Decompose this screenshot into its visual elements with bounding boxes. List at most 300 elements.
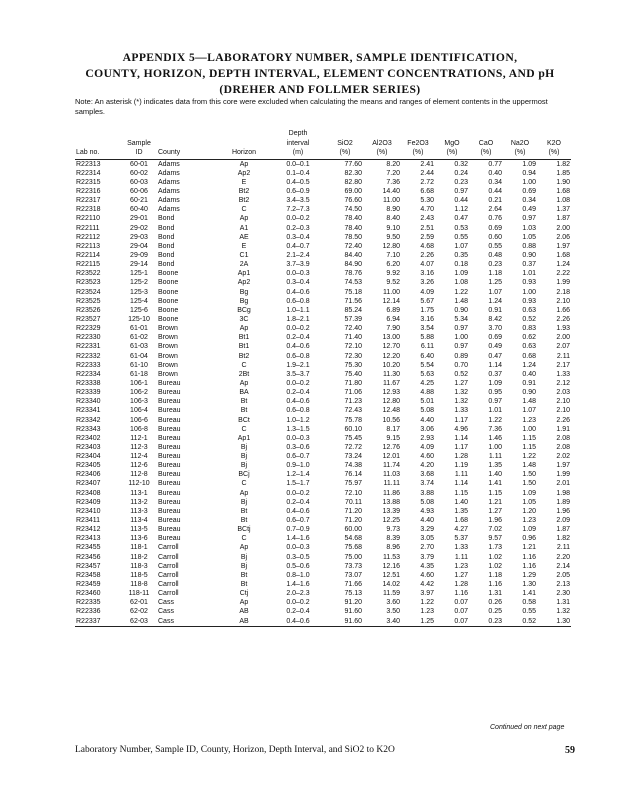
sio2-cell: 72.43: [344, 407, 362, 415]
lab-no-cell: R23339: [76, 389, 101, 397]
table-row: [75, 159, 571, 169]
k2o-cell: 2.10: [556, 407, 570, 415]
fe2o3-cell: 2.43: [420, 215, 434, 223]
sample-id-cell: 29-02: [130, 224, 148, 232]
horizon-cell: Bj: [240, 443, 248, 451]
na2o-cell: 1.15: [522, 434, 536, 442]
mgo-cell: 0.07: [454, 599, 468, 607]
cao-cell: 0.49: [488, 343, 502, 351]
lab-no-cell: R23404: [76, 453, 101, 461]
sio2-cell: 73.24: [344, 453, 362, 461]
al2o3-cell: 13.00: [382, 334, 400, 342]
cao-cell: 1.40: [488, 471, 502, 479]
sio2-cell: 72.30: [344, 352, 362, 360]
sample-id-cell: 118-3: [130, 562, 148, 570]
mgo-cell: 0.97: [454, 187, 468, 195]
mgo-cell: 1.32: [454, 398, 468, 406]
county-cell: Bureau: [158, 453, 181, 461]
na2o-cell: 0.69: [522, 187, 536, 195]
depth-cell: 0.2–0.4: [286, 498, 310, 506]
sample-id-cell: 106-8: [130, 425, 148, 433]
county-cell: Boone: [158, 297, 179, 305]
lab-no-cell: R23338: [76, 379, 101, 387]
depth-cell: 1.0–1.1: [286, 306, 310, 314]
table-row: [75, 543, 571, 552]
depth-cell: 1.5–1.7: [286, 480, 310, 488]
fe2o3-cell: 3.97: [420, 590, 434, 598]
mgo-cell: 1.35: [454, 507, 468, 515]
sio2-cell: 85.24: [344, 306, 362, 314]
table-body: [75, 159, 571, 626]
sample-id-cell: 118-5: [130, 571, 148, 579]
sample-id-cell: 106-3: [130, 398, 148, 406]
sample-id-cell: 112-4: [130, 453, 148, 461]
cao-cell: 0.25: [488, 608, 502, 616]
county-cell: Brown: [158, 361, 178, 369]
county-cell: Boone: [158, 315, 179, 323]
sample-id-cell: 61-04: [130, 352, 148, 360]
sample-id-cell: 113-4: [130, 517, 148, 525]
fe2o3-cell: 3.54: [420, 325, 434, 333]
k2o-cell: 1.89: [556, 498, 570, 506]
depth-cell: 0.6–0.7: [286, 517, 310, 525]
horizon-cell: Ap: [239, 160, 249, 168]
k2o-cell: 1.87: [556, 215, 570, 223]
k2o-cell: 2.06: [556, 233, 570, 241]
footer-caption: Laboratory Number, Sample ID, County, Horizon, Depth Interval, and SiO2 to K2O: [75, 745, 395, 755]
na2o-cell: 1.48: [522, 398, 536, 406]
lab-no-cell: R23340: [76, 398, 101, 406]
al2o3-cell: 9.15: [386, 434, 400, 442]
sample-id-cell: 112-6: [130, 462, 148, 470]
depth-cell: 0.0–0.2: [286, 599, 310, 607]
table-row: [75, 342, 571, 351]
na2o-cell: 0.34: [522, 197, 536, 205]
depth-cell: 0.4–0.7: [286, 242, 310, 250]
al2o3-cell: 8.20: [386, 160, 400, 168]
fe2o3-cell: 5.08: [420, 407, 434, 415]
sample-id-cell: 113-1: [130, 489, 148, 497]
sio2-cell: 71.80: [344, 379, 362, 387]
mgo-cell: 0.18: [454, 261, 468, 269]
na2o-cell: 1.23: [522, 416, 536, 424]
table-row: [75, 425, 571, 434]
k2o-cell: 1.37: [556, 206, 570, 214]
mgo-cell: 0.97: [454, 325, 468, 333]
k2o-cell: 2.20: [556, 553, 570, 561]
title-line-2: COUNTY, HORIZON, DEPTH INTERVAL, ELEMENT CONCENTRATIONS, AND pH: [85, 67, 555, 80]
county-cell: Bureau: [158, 398, 181, 406]
depth-cell: 0.4–0.6: [286, 507, 310, 515]
al2o3-cell: 11.67: [383, 379, 400, 387]
county-cell: Boone: [158, 288, 179, 296]
fe2o3-cell: 3.06: [420, 425, 434, 433]
sio2-cell: 71.20: [344, 507, 362, 515]
lab-no-cell: R23527: [76, 315, 101, 323]
depth-cell: 0.0–0.2: [286, 379, 310, 387]
k2o-cell: 2.13: [556, 581, 570, 589]
al2o3-cell: 11.74: [383, 462, 400, 470]
table-row: [75, 178, 571, 187]
lab-no-cell: R22314: [76, 169, 101, 177]
sample-id-cell: 112-3: [130, 443, 148, 451]
horizon-cell: Bt: [240, 517, 248, 525]
al2o3-cell: 12.80: [382, 398, 400, 406]
horizon-cell: Bt1: [238, 334, 250, 342]
sio2-cell: 71.66: [344, 581, 362, 589]
county-cell: Brown: [158, 334, 178, 342]
fe2o3-cell: 2.44: [420, 169, 434, 177]
al2o3-cell: 11.86: [383, 489, 400, 497]
table-row: [75, 452, 571, 461]
mgo-cell: 1.22: [454, 288, 468, 296]
sio2-cell: 78.40: [344, 224, 362, 232]
table-row: [75, 297, 571, 306]
k2o-cell: 2.10: [556, 398, 570, 406]
title-line-3: (DREHER AND FOLLMER SERIES): [219, 83, 421, 96]
mgo-cell: 0.90: [454, 306, 468, 314]
lab-no-cell: R22114: [76, 251, 101, 259]
sample-id-cell: 61-10: [130, 361, 148, 369]
county-cell: Bureau: [158, 434, 181, 442]
depth-cell: 0.1–0.4: [286, 169, 310, 177]
mgo-cell: 1.11: [454, 471, 468, 479]
mgo-cell: 1.07: [454, 242, 468, 250]
sio2-cell: 74.38: [344, 462, 362, 470]
na2o-cell: 1.24: [522, 361, 536, 369]
na2o-cell: 1.00: [522, 288, 536, 296]
sample-id-cell: 118-8: [130, 581, 148, 589]
al2o3-cell: 12.51: [382, 571, 400, 579]
sample-id-cell: 125-4: [130, 297, 148, 305]
na2o-cell: 0.40: [522, 370, 536, 378]
horizon-cell: C: [241, 425, 247, 433]
al2o3-cell: 11.00: [383, 288, 400, 296]
fe2o3-cell: 4.70: [420, 206, 434, 214]
table-row: [75, 306, 571, 315]
lab-no-cell: R22329: [76, 325, 101, 333]
al2o3-cell: 9.73: [386, 526, 400, 534]
lab-no-cell: R22334: [76, 370, 101, 378]
sio2-cell: 91.60: [327, 617, 363, 627]
county-cell: Bureau: [158, 379, 181, 387]
depth-cell: 0.0–0.2: [286, 215, 310, 223]
mgo-cell: 1.48: [454, 297, 468, 305]
horizon-cell: Bt: [240, 407, 248, 415]
k2o-cell: 1.82: [556, 535, 570, 543]
fe2o3-cell: 4.20: [420, 462, 434, 470]
k2o-cell: 2.03: [556, 389, 570, 397]
horizon-header: Horizon: [219, 149, 269, 159]
sio2-cell: 75.68: [344, 544, 362, 552]
fe2o3-cell: 2.51: [420, 224, 434, 232]
county-cell: Bond: [158, 261, 175, 269]
fe2o3-cell: 6.11: [420, 343, 434, 351]
mgo-cell: 1.16: [454, 590, 468, 598]
table-row: [75, 607, 571, 616]
mgo-cell: 0.47: [454, 215, 468, 223]
sample-id-cell: 29-04: [130, 242, 148, 250]
na2o-cell: 1.16: [522, 553, 536, 561]
fe2o3-cell: 4.42: [420, 581, 434, 589]
cao-cell: 8.42: [488, 315, 502, 323]
lab-no-cell: R23526: [76, 306, 101, 314]
na2o-cell: 0.49: [522, 206, 536, 214]
mgo-cell: 1.12: [454, 206, 468, 214]
table-row: [75, 269, 571, 278]
al2o3-cell: 11.30: [383, 370, 400, 378]
k2o-cell: 1.82: [556, 160, 570, 168]
county-cell: Bureau: [158, 535, 181, 543]
na2o-cell: 1.23: [522, 517, 536, 525]
k2o-cell: 2.10: [556, 297, 570, 305]
lab-no-cell: R23408: [76, 489, 101, 497]
horizon-cell: A1: [239, 224, 249, 232]
sio2-cell: 82.80: [344, 178, 362, 186]
k2o-cell: 2.02: [556, 453, 570, 461]
al2o3-cell: 14.02: [382, 581, 400, 589]
mgo-cell: 1.33: [454, 544, 468, 552]
depth-cell: 0.0–0.3: [286, 270, 310, 278]
k2o-cell: 2.11: [556, 352, 570, 360]
table-row: [75, 489, 571, 498]
sample-id-cell: 113-2: [130, 498, 148, 506]
al2o3-cell: 9.52: [386, 279, 400, 287]
sample-id-cell: 106-1: [130, 379, 148, 387]
table-row: [75, 333, 571, 342]
k2o-cell: 1.66: [556, 306, 570, 314]
sio2-cell: 91.20: [344, 599, 362, 607]
mgo-cell: 1.15: [454, 489, 468, 497]
county-cell: Bureau: [158, 489, 181, 497]
depth-cell: 0.0–0.2: [286, 325, 310, 333]
cao-cell: 0.44: [488, 187, 502, 195]
horizon-cell: Ap: [239, 599, 249, 607]
sample-id-cell: 29-14: [130, 261, 148, 269]
na2o-cell: 1.30: [522, 581, 536, 589]
horizon-cell: Bt1: [238, 343, 250, 351]
depth-cell: 0.6–0.8: [286, 297, 310, 305]
horizon-cell: BCt: [238, 416, 250, 424]
table-row: [75, 406, 571, 415]
table-row: [75, 443, 571, 452]
al2o3-cell: 11.11: [383, 480, 400, 488]
lab-no-cell: R23455: [76, 544, 101, 552]
lab-no-cell: R22313: [76, 160, 101, 168]
k2o-cell: 1.99: [556, 279, 570, 287]
mgo-cell: 1.14: [454, 480, 468, 488]
cao-cell: 1.24: [488, 297, 502, 305]
fe2o3-cell: 3.16: [420, 315, 434, 323]
k2o-cell: 2.18: [556, 288, 570, 296]
cao-cell: 0.23: [488, 261, 502, 269]
depth-cell: 0.2–0.4: [286, 608, 310, 616]
lab-no-cell: R23406: [76, 471, 101, 479]
table-row: [75, 388, 571, 397]
horizon-cell: C: [241, 361, 247, 369]
cao-cell: 1.15: [488, 489, 502, 497]
table-row: [75, 169, 571, 178]
sio2-cell: 78.50: [344, 233, 362, 241]
horizon-cell: Bj: [240, 562, 248, 570]
county-cell: Cass: [157, 617, 219, 627]
depth-cell: 2.1–2.4: [286, 251, 310, 259]
county-cell: Cass: [158, 599, 174, 607]
al2o3-cell: 7.20: [386, 169, 400, 177]
sio2-cell: 91.60: [344, 608, 362, 616]
cao-cell: 7.36: [488, 425, 502, 433]
horizon-cell: C: [241, 480, 247, 488]
sio2-cell: 54.68: [344, 535, 362, 543]
lab-no-cell: R22330: [76, 334, 101, 342]
depth-cell: 0.9–1.0: [286, 462, 310, 470]
al2o3-cell: 12.80: [382, 242, 400, 250]
depth-cell: 0.2–0.4: [286, 334, 310, 342]
horizon-cell: AB: [239, 608, 249, 616]
sample-id-cell: 113-5: [130, 526, 148, 534]
horizon-cell: Bt: [240, 571, 248, 579]
na2o-cell: 0.97: [522, 215, 536, 223]
fe2o3-cell: 4.60: [420, 571, 434, 579]
table-row: [75, 479, 571, 488]
county-cell: Carroll: [158, 544, 179, 552]
cao-cell: 1.01: [488, 407, 502, 415]
mgo-cell: 1.40: [454, 498, 468, 506]
al2o3-cell: 10.56: [382, 416, 400, 424]
lab-no-cell: R23459: [76, 581, 101, 589]
mgo-cell: 1.00: [454, 334, 468, 342]
county-cell: Bureau: [158, 517, 181, 525]
sio2-cell: 78.76: [344, 270, 362, 278]
table-row: [75, 315, 571, 324]
mgo-cell: 1.09: [454, 270, 468, 278]
fe2o3-cell: 3.74: [420, 480, 434, 488]
horizon-cell: 2A: [239, 261, 249, 269]
lab-no-cell: R23403: [76, 443, 101, 451]
sio2-cell: 84.90: [344, 261, 362, 269]
cao-cell: 0.37: [488, 370, 502, 378]
fe2o3-cell: 5.01: [420, 398, 434, 406]
sio2-cell: 71.06: [344, 389, 362, 397]
sample-id-cell: 62-01: [130, 599, 148, 607]
k2o-cell: 2.17: [556, 361, 570, 369]
sample-id-cell: 61-03: [130, 343, 148, 351]
horizon-cell: BCj: [238, 471, 250, 479]
na2o-cell: 0.37: [522, 261, 536, 269]
sample-id-cell: 125-3: [130, 288, 148, 296]
sio2-cell: 72.72: [344, 443, 362, 451]
sample-id-cell: 112-1: [130, 434, 148, 442]
al2o3-cell: 8.17: [386, 425, 400, 433]
na2o-cell: 1.09: [522, 526, 536, 534]
cao-cell: 0.23: [469, 617, 503, 627]
na2o-cell: 1.09: [522, 489, 536, 497]
county-cell: Adams: [158, 206, 180, 214]
table-row: [75, 196, 571, 205]
page-number: 59: [565, 745, 575, 756]
sio2-cell: 72.40: [344, 242, 362, 250]
horizon-cell: Bt: [240, 507, 248, 515]
sio2-cell: 60.00: [344, 526, 362, 534]
na2o-cell: 0.94: [522, 169, 536, 177]
fe2o3-cell: 6.68: [420, 187, 434, 195]
fe2o3-cell: 2.72: [420, 178, 434, 186]
county-cell: Bureau: [158, 443, 181, 451]
depth-cell: 0.2–0.4: [286, 389, 310, 397]
depth-cell: 1.9–2.1: [286, 361, 310, 369]
mgo-cell: 0.07: [454, 608, 468, 616]
lab-no-cell: R23523: [76, 279, 101, 287]
na2o-cell: 0.68: [522, 352, 536, 360]
na2o-cell: 1.50: [522, 471, 536, 479]
sample-header-bottom: ID: [121, 149, 157, 159]
sample-id-cell: 106-6: [130, 416, 148, 424]
k2o-cell: 1.90: [556, 178, 570, 186]
depth-cell: 0.8–1.0: [286, 571, 310, 579]
county-cell: Brown: [158, 343, 178, 351]
sio2-unit: (%): [327, 149, 363, 159]
county-cell: Carroll: [158, 571, 179, 579]
al2o3-cell: 12.48: [382, 407, 400, 415]
fe2o3-cell: 4.60: [420, 453, 434, 461]
k2o-cell: 2.12: [556, 379, 570, 387]
sio2-cell: 71.56: [344, 297, 362, 305]
sio2-cell: 74.50: [344, 206, 362, 214]
al2o3-cell: 3.50: [386, 608, 400, 616]
al2o3-cell: 11.53: [383, 553, 400, 561]
horizon-cell: Bt2: [238, 197, 250, 205]
al2o3-cell: 7.90: [386, 325, 400, 333]
al2o3-cell: 12.76: [382, 443, 400, 451]
sample-id-cell: 60-21: [130, 197, 148, 205]
fe2o3-cell: 2.70: [420, 544, 434, 552]
k2o-cell: 2.09: [556, 517, 570, 525]
lab-no-cell: R22315: [76, 178, 101, 186]
fe2o3-cell: 5.88: [420, 334, 434, 342]
table-row: [75, 242, 571, 251]
k2o-cell: 2.22: [556, 270, 570, 278]
na2o-cell: 1.05: [522, 233, 536, 241]
na2o-cell: 0.96: [522, 535, 536, 543]
al2o3-cell: 11.00: [383, 197, 400, 205]
sample-id-cell: 61-01: [130, 325, 148, 333]
horizon-cell: Bj: [240, 498, 248, 506]
horizon-cell: Bg: [239, 297, 249, 305]
k2o-cell: 1.08: [556, 197, 570, 205]
sample-id-cell: 125-1: [130, 270, 148, 278]
depth-cell: 0.0–0.3: [286, 434, 310, 442]
sio2-cell: 76.14: [344, 471, 362, 479]
cao-cell: 3.70: [488, 325, 502, 333]
mgo-cell: 0.55: [454, 233, 468, 241]
al2o3-cell: 12.93: [382, 389, 400, 397]
title-line-1: APPENDIX 5—LABORATORY NUMBER, SAMPLE IDENTIFICATION,: [122, 51, 518, 64]
table-row: [75, 205, 571, 214]
mgo-unit: (%): [435, 149, 469, 159]
al2o3-cell: 10.20: [382, 361, 400, 369]
fe2o3-cell: 4.09: [420, 288, 434, 296]
k2o-cell: 1.93: [556, 325, 570, 333]
k2o-cell: 1.85: [556, 169, 570, 177]
al2o3-cell: 8.40: [386, 215, 400, 223]
sio2-cell: 69.00: [344, 187, 362, 195]
sio2-cell: 75.97: [344, 480, 362, 488]
table-row: [75, 470, 571, 479]
horizon-cell: Ap: [239, 544, 249, 552]
depth-cell: 0.6–0.8: [286, 352, 310, 360]
sample-id-cell: 106-4: [130, 407, 148, 415]
al2o3-cell: 6.94: [386, 315, 400, 323]
